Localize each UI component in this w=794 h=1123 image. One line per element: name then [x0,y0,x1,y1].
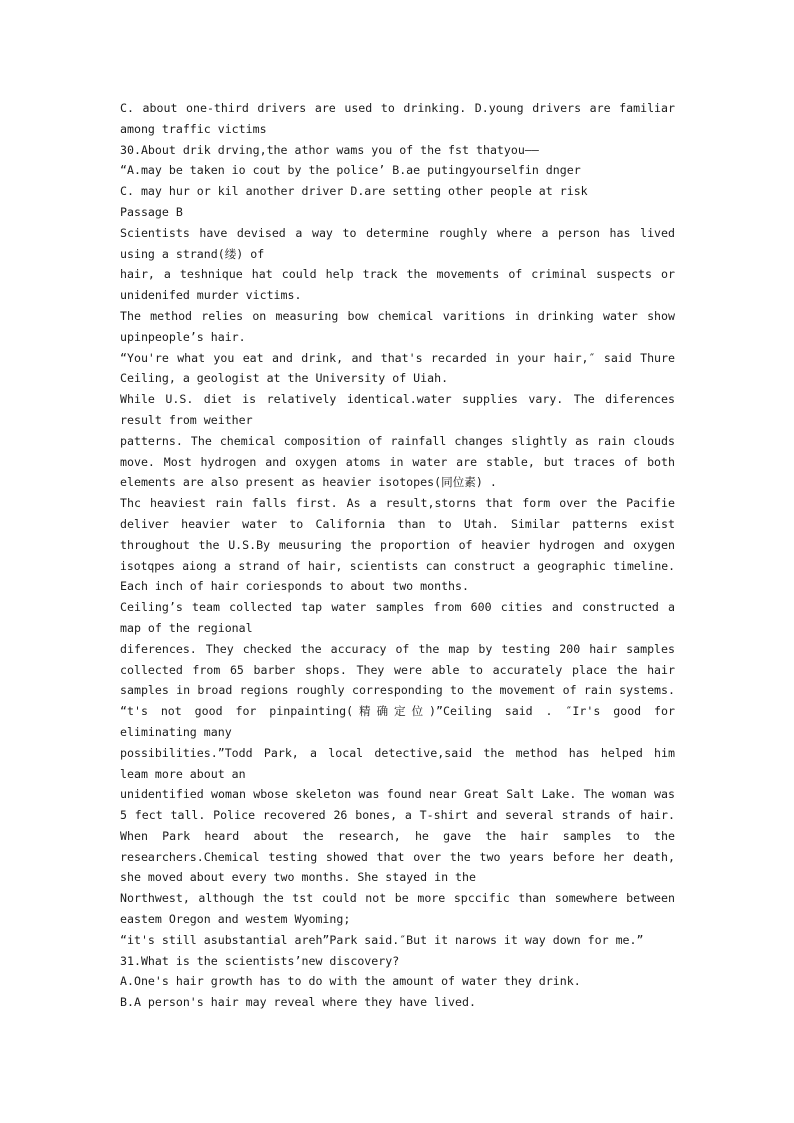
text-line: The method relies on measuring bow chemical varitions in drinking water show [120,308,675,323]
text-line: “You're what you eat and drink, and that's recarded in your hair,″ said Thure [120,350,675,365]
text-line: Passage B [120,204,183,219]
text-line: samples in broad regions roughly corresponding to the movement of rain systems. [120,683,675,698]
text-line: C. may hur or kil another driver D.are setting other people at risk [120,184,588,199]
text-line: elements are also present as heavier isotopes(同位素) . [120,475,497,490]
text-line: Ceiling’s team collected tap water samples from 600 cities and constructed a [120,600,675,615]
document-page [120,98,675,1013]
text-line: diferences. They checked the accuracy of the map by testing 200 hair samples [120,641,675,656]
text-line: hair, a teshnique hat could help track the movements of criminal suspects or [120,267,675,282]
text-line: collected from 65 barber shops. They were able to accurately place the hair [120,662,675,677]
text-line: 30.About drik drving,the athor wams you of the fst thatyou—— [120,142,539,157]
text-line: possibilities.”Todd Park, a local detective,said the method has helped him [120,745,675,760]
text-line: Thc heaviest rain falls first. As a result,storns that form over the Pacifie [120,496,675,511]
text-line: unidenifed murder victims. [120,288,302,303]
text-line: among traffic victims [120,121,267,136]
text-line: researchers.Chemical testing showed that over the two years before her death, [120,849,675,864]
text-line: unidentified woman wbose skeleton was found near Great Salt Lake. The woman was [120,787,675,802]
text-line: map of the regional [120,620,253,635]
text-line: 5 fect tall. Police recovered 26 bones, a T-shirt and several strands of hair. [120,808,675,823]
text-line: “it's still asubstantial areh”Park said.″But it narows it way down for me.” [120,932,644,947]
text-line: “t's not good for pinpainting(精确定位)”Ceiling said . ″Ir's good for [120,704,675,719]
text-line: isotqpes aiong a strand of hair, scientists can construct a geographic timeline. [120,558,675,573]
text-line: Each inch of hair coriesponds to about two months. [120,579,470,594]
text-line: move. Most hydrogen and oxygen atoms in water are stable, but traces of both [120,454,675,469]
text-line: Scientists have devised a way to determine roughly where a person has lived [120,225,675,240]
text-line: using a strand(缕) of [120,246,265,261]
text-line: upinpeople’s hair. [120,329,246,344]
text-line: Ceiling, a geologist at the University of Uiah. [120,371,449,386]
text-line: 31.What is the scientists’new discovery? [120,953,400,968]
text-line: eliminating many [120,724,232,739]
text-line: throughout the U.S.By meusuring the proportion of heavier hydrogen and oxygen [120,537,675,552]
text-line: B.A person's hair may reveal where they have lived. [120,995,476,1010]
text-line: “A.may be taken io cout by the police’ B.ae putingyourselfin dnger [120,163,581,178]
text-line: eastem Oregon and westem Wyoming; [120,912,351,927]
text-line: Northwest, although the tst could not be more spccific than somewhere between [120,891,675,906]
text-line: A.One's hair growth has to do with the amount of water they drink. [120,974,581,989]
text-line: deliver heavier water to California than to Utah. Similar patterns exist [120,516,675,531]
text-line: result from weither [120,412,253,427]
text-line: she moved about every two months. She stayed in the [120,870,476,885]
text-line: leam more about an [120,766,246,781]
text-line: patterns. The chemical composition of rainfall changes slightly as rain clouds [120,433,675,448]
text-line: C. about one-third drivers are used to drinking. D.young drivers are familiar [120,101,675,115]
text-line: While U.S. diet is relatively identical.water supplies vary. The diferences [120,392,675,407]
text-line: When Park heard about the research, he gave the hair samples to the [120,828,675,843]
